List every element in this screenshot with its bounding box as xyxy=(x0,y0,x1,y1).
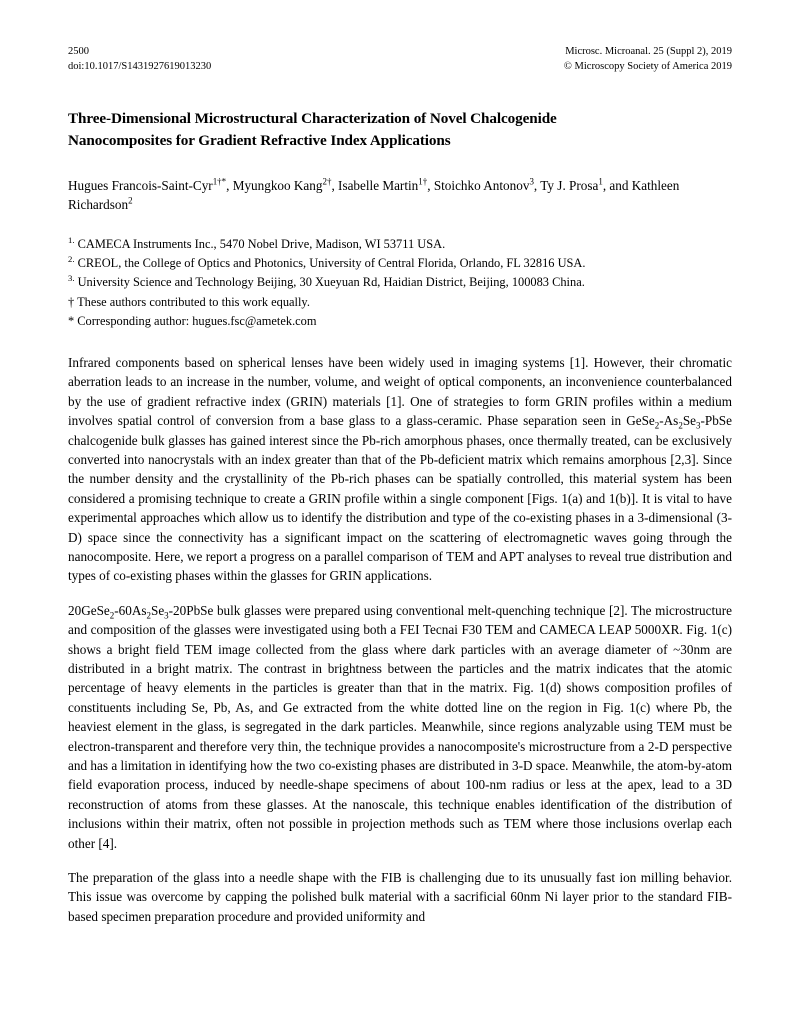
doi: doi:10.1017/S1431927619013230 xyxy=(68,61,212,73)
affiliation-number: 3. xyxy=(68,273,75,284)
page-title xyxy=(68,108,732,151)
author-marks: 2 xyxy=(128,195,133,206)
affiliation-item xyxy=(68,254,732,273)
author-marks: 2† xyxy=(322,176,332,187)
paragraph-2-part-a: 20GeSe xyxy=(68,602,110,618)
affiliation-text: University Science and Technology Beijing, 30 Xueyuan Rd, Haidian District, Beijing, 100083 China. xyxy=(77,275,585,290)
author-name: Isabelle Martin xyxy=(338,177,419,193)
author-separator: , xyxy=(427,177,434,193)
author-marks: 1 xyxy=(598,176,603,187)
author-separator: , xyxy=(533,177,541,193)
author-separator: , xyxy=(331,177,339,193)
author-name: and Kathleen Richardson xyxy=(68,177,680,213)
running-head-left xyxy=(68,44,211,74)
author-separator: , xyxy=(226,177,233,193)
paragraph-1-part-d: -PbSe chalcogenide bulk glasses has gained interest since the Pb-rich amorphous phases, once thermally treated, can be exclusively converted into nanocrystals with an index greater than that of the Pb-deficient matrix which remains amorphous [2,3]. Since the number density and the crystallinity of the Pb-rich phases can be spatially controlled, this material system has been considered a promising technique to create a GRIN profile within a single component [Figs. 1(a) and 1(b)]. It is vital to have experimental approaches which allow us to identify the distribution and type of the co-existing phases in a 3-dimensional (3-D) space since the connectivity has a significant impact on the scattering of electromagnetic waves going through the nanocomposite. Here, we report a progress on a parallel comparison of TEM and APT analyses to reveal true distribution and types of co-existing phases within the glasses for GRIN applications. xyxy=(68,413,732,584)
paragraph-2-part-b: -60As xyxy=(114,602,147,618)
page-number: 2500 xyxy=(68,46,89,57)
paragraph-1-part-b: -As xyxy=(659,413,679,429)
copyright-line: © Microscopy Society of America 2019 xyxy=(563,61,732,73)
paragraph-2-part-d: -20PbSe bulk glasses were prepared using conventional melt-quenching technique [2]. The microstructure and composition of the glasses were investigated using both a FEI Tecnai F30 TEM and CAMECA LEAP 5000XR. Fig. 1(c) shows a bright field TEM image collected from the glass where dark particles with an average diameter of ~30nm are distributed in a bright matrix. The contrast in brightness between the particles and the matrix indicates that the atomic percentage of heavy elements in the particles is greater than that in the matrix. Fig. 1(d) shows composition profiles of constituents including Se, Pb, As, and Ge extracted from the white dotted line on the region in Fig. 1(c) where Pb, the heaviest element in the glass, is segregated in the dark particles. Meanwhile, since regions analyzable using TEM must be electron-transparent and therefore very thin, the technique provides a nanocomposite's microstructure from a 2-D perspective and has a limitation in identifying how the two co-existing phases are distributed in 3-D space. Meanwhile, the atom-by-atom field evaporation process, induced by needle-shape specimens of about 100-nm radius or less at the apex, lead to a 3D reconstruction of atoms from these glasses. At the nanoscale, this technique enables identification of the distribution of inclusions within their matrix, often not possible in projection methods such as TEM where those inclusions overlap each other [4]. xyxy=(68,602,732,851)
affiliations-block xyxy=(68,235,732,331)
affiliation-number: 2. xyxy=(68,253,75,264)
subscript: 3 xyxy=(164,610,169,621)
affiliation-item xyxy=(68,235,732,254)
running-head xyxy=(68,44,732,74)
author-name: Stoichko Antonov xyxy=(433,177,530,193)
author-name: Hugues Francois-Saint-Cyr xyxy=(68,177,213,193)
subscript: 2 xyxy=(109,610,115,621)
affiliation-number: 1. xyxy=(68,234,75,245)
author-name: Ty J. Prosa xyxy=(540,177,599,193)
equal-contribution-note: † These authors contributed to this work equally. xyxy=(68,294,310,309)
affiliation-text: CREOL, the College of Optics and Photonics, University of Central Florida, Orlando, FL 32816 USA. xyxy=(77,256,586,270)
affiliation-item xyxy=(68,273,732,292)
paragraph-3: The preparation of the glass into a needle shape with the FIB is challenging due to its unusually fast ion milling behavior. This issue was overcome by capping the polished bulk material with a sacrificial 60nm Ni layer prior to the standard FIB-based specimen preparation procedure and provided uniformity and xyxy=(68,870,732,924)
author-list xyxy=(68,176,732,215)
journal-reference: Microsc. Microanal. 25 (Suppl 2), 2019 xyxy=(565,46,732,57)
author-marks: 3 xyxy=(529,176,534,187)
paragraph-2-part-c: Se xyxy=(150,602,165,618)
author-name: Myungkoo Kang xyxy=(232,177,323,193)
author-separator: , xyxy=(602,177,610,193)
corresponding-author-note: * Corresponding author: hugues.fsc@ametek.com xyxy=(68,314,317,329)
title-line-2: Nanocomposites for Gradient Refractive Index Applications xyxy=(68,132,451,150)
paragraph-2 xyxy=(68,601,732,853)
article-body xyxy=(68,353,732,926)
author-marks: 1†* xyxy=(212,176,227,187)
paragraph-1 xyxy=(68,353,732,586)
running-head-right xyxy=(564,44,732,74)
paragraph-1-part-a: Infrared components based on spherical lenses have been widely used in imaging systems [1]. However, their chromatic aberration leads to an increase in the number, volume, and weight of optical components, an inconvenience counterbalanced by the use of gradient refractive index (GRIN) materials [1]. One of strategies to form GRIN profiles within a medium involves spatial control of conversion from a base glass to a glass-ceramic. Phase separation seen in GeSe xyxy=(68,354,732,429)
subscript: 3 xyxy=(696,420,701,431)
affiliation-text: CAMECA Instruments Inc., 5470 Nobel Drive, Madison, WI 53711 USA. xyxy=(77,236,446,251)
author-marks: 1† xyxy=(418,176,428,187)
title-line-1: Three-Dimensional Microstructural Characterization of Novel Chalcogenide xyxy=(68,110,557,128)
subscript: 2 xyxy=(654,420,660,431)
paragraph-1-part-c: Se xyxy=(682,413,696,429)
subscript: 2 xyxy=(146,610,151,621)
subscript: 2 xyxy=(678,420,683,431)
